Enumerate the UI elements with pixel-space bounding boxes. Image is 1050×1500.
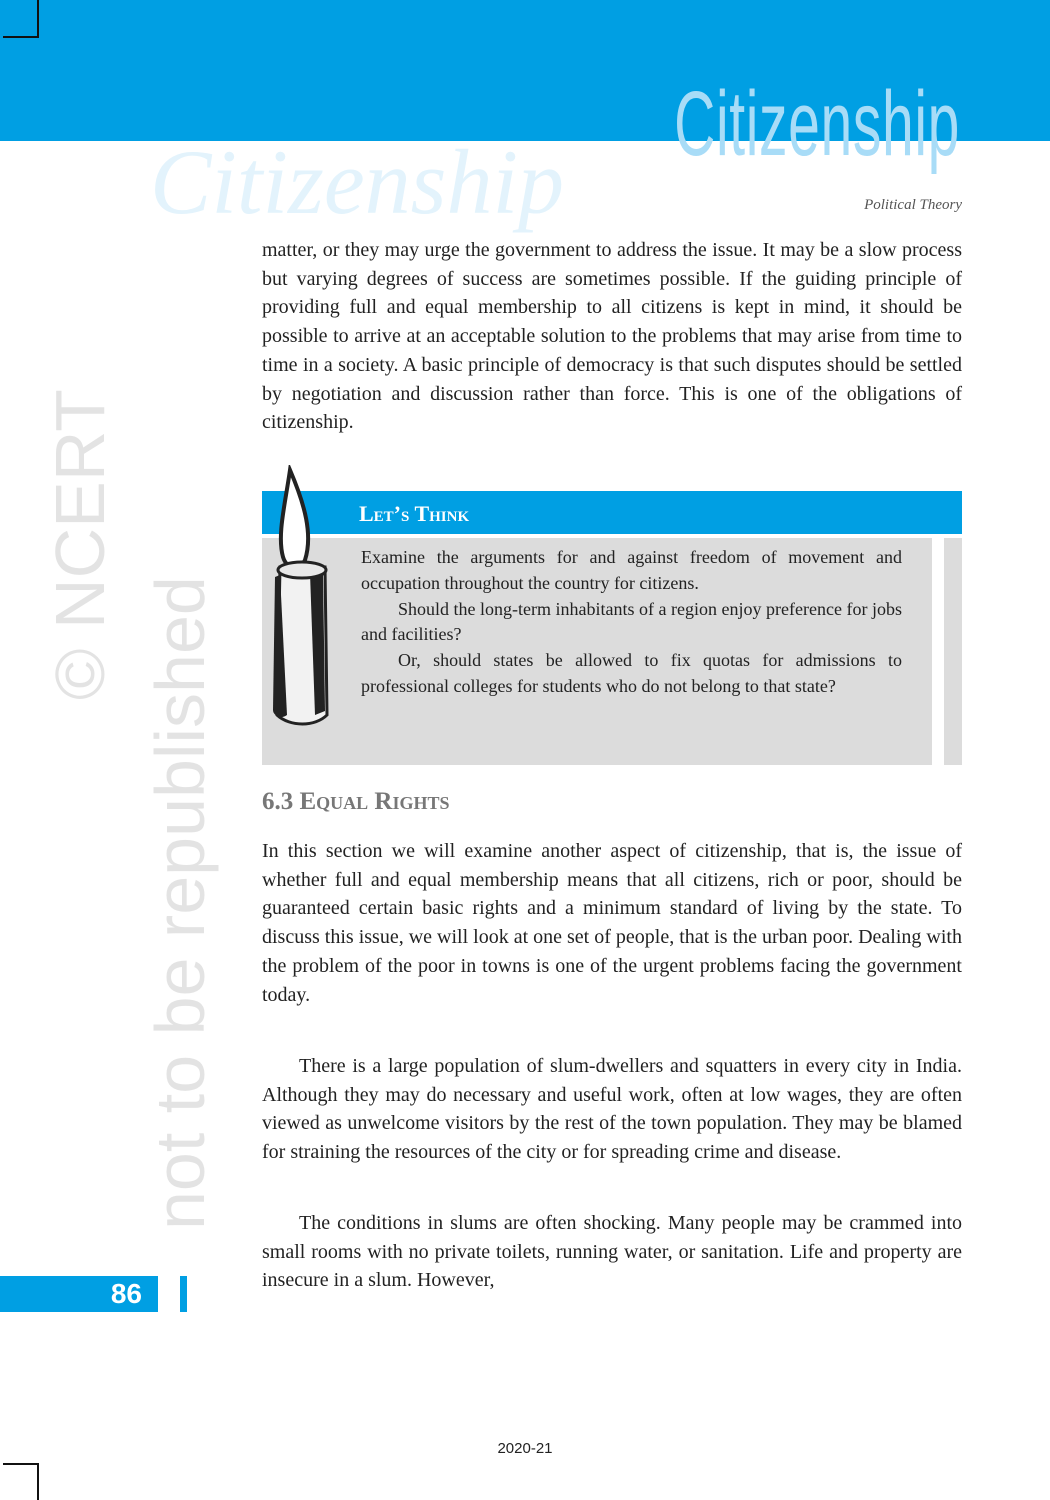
body-paragraph: In this section we will examine another aspect of citizenship, that is, the issue of whether full and equal membership means that all citizens, rich or poor, should be guaranteed certain basic rights and a minimum standard of living by the state. To discuss this issue, we will look at one set of people, that is the urban poor. Dealing with the problem of the poor in towns is one of the urgent problems facing the government today. <box>262 840 962 1006</box>
watermark: not to be republished <box>141 576 219 1230</box>
page-number: 86 <box>0 1276 158 1312</box>
lets-think-heading: Let’s Think <box>359 501 470 526</box>
page-number-bar <box>180 1276 187 1312</box>
body-paragraph: matter, or they may urge the government to address the issue. It may be a slow process but varying degrees of success are sometimes possible. If the guiding principle of providing full and equal membership to all citizens is kept in mind, it should be possible to arrive at an acceptable solution to the problems that may arise from time to time in a society. A basic principle of democracy is that such disputes should be settled by negotiation and discussion rather than force. This is one of the obligations of citizenship. <box>262 239 962 434</box>
crop-mark <box>3 1463 39 1500</box>
watermark: © NCERT <box>41 389 119 700</box>
chapter-title: Citizenship <box>674 73 960 175</box>
candle-icon <box>265 465 335 730</box>
body-paragraph: The conditions in slums are often shocking. Many people may be crammed into small rooms with no private toilets, running water, or sanitation. Life and property are insecure in a slum. However, <box>262 1212 962 1292</box>
edition-year: 2020-21 <box>497 1440 553 1457</box>
ghost-title: Citizenship <box>150 131 565 233</box>
book-subtitle: Political Theory <box>864 197 962 213</box>
body-paragraph: There is a large population of slum-dwellers and squatters in every city in India. Although they may do necessary and useful work, often at low wages, they are often viewed as unwelcome visitors by the rest of the town population. They may be blamed for straining the resources of the city or for spreading crime and disease. <box>262 1055 962 1164</box>
section-heading: 6.3 Equal Rights <box>262 788 450 815</box>
think-item: Or, should states be allowed to fix quotas for admissions to professional colleges for students who do not belong to that state? <box>361 650 902 696</box>
lets-think-content <box>361 545 902 700</box>
think-item: Examine the arguments for and against freedom of movement and occupation throughout the country for citizens. <box>361 547 902 593</box>
lets-think-header <box>262 491 962 534</box>
crop-mark <box>3 0 39 38</box>
lets-think-sidebar <box>944 538 962 765</box>
think-item: Should the long-term inhabitants of a region enjoy preference for jobs and facilities? <box>361 598 902 645</box>
